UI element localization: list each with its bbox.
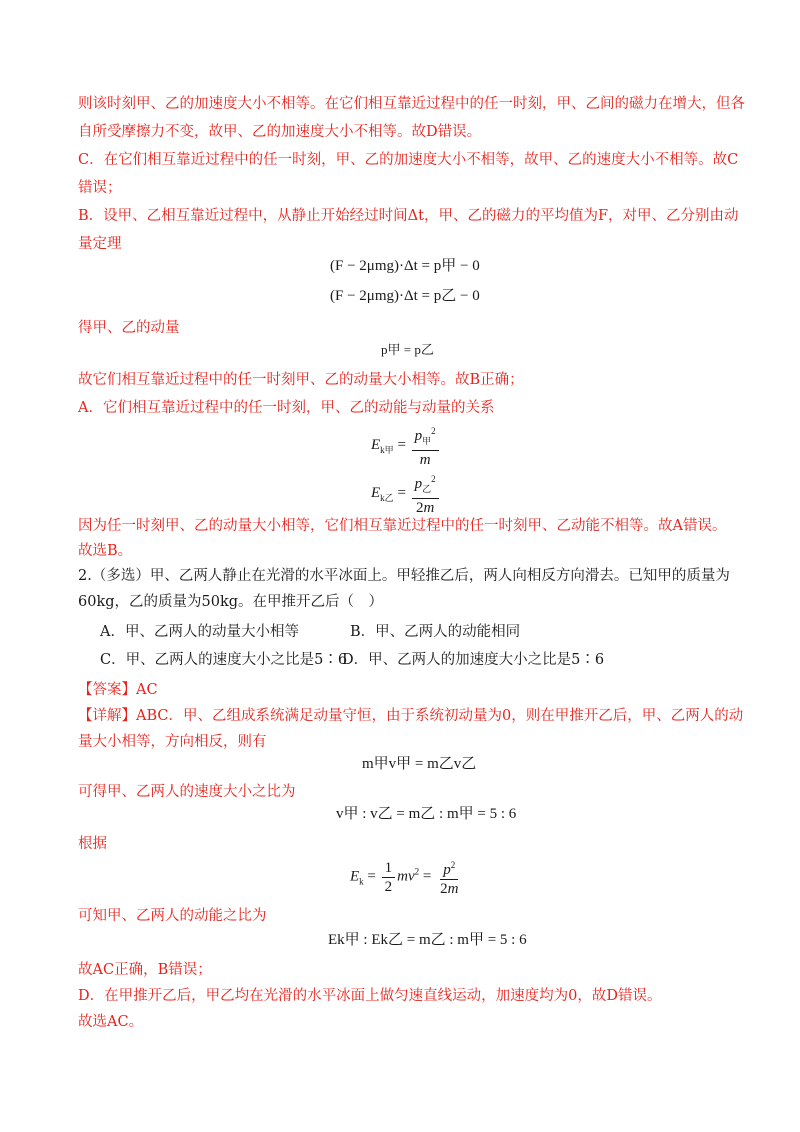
equation-momentum-jia: (F − 2μmg)·Δt = p甲 − 0 (330, 258, 480, 274)
text-line: 故它们相互靠近过程中的任一时刻甲、乙的动量大小相等。故B正确； (78, 372, 524, 388)
text-line: B．设甲、乙相互靠近过程中，从静止开始经过时间Δt，甲、乙的磁力的平均值为F，对甲、乙分别由动 (78, 208, 739, 224)
detail-line: 量大小相等，方向相反，则有 (78, 734, 267, 750)
detail-line: 可得甲、乙两人的速度大小之比为 (78, 784, 296, 800)
equation-momentum-yi: (F − 2μmg)·Δt = p乙 − 0 (330, 288, 480, 304)
text-line: 错误； (78, 180, 122, 196)
detail-line: 可知甲、乙两人的动能之比为 (78, 908, 267, 924)
detail-line: 根据 (78, 836, 107, 852)
answer-label: 【答案】AC (78, 682, 158, 698)
equation-kinetic-energy: $E_k$ = $\frac{1}{2}$ $mv^2$ = $\frac{p^2}{2m}$ (350, 856, 463, 898)
detail-line: D．在甲推开乙后，甲乙均在光滑的水平冰面上做匀速直线运动，加速度均为0，故D错误。 (78, 988, 662, 1004)
text-line: 得甲、乙的动量 (78, 320, 180, 336)
equation-ek-yi: $E_{k乙}$ = $\frac{p_乙^2}{2m}$ (371, 470, 441, 517)
question-stem: 2.（多选）甲、乙两人静止在光滑的水平冰面上。甲轻推乙后，两人向相反方向滑去。已知甲的质量为 (78, 568, 730, 584)
equation-ek-ratio: Ek甲 : Ek乙 = m乙 : m甲 = 5 : 6 (328, 932, 527, 948)
detail-line: 【详解】ABC．甲、乙组成系统满足动量守恒，由于系统初动量为0，则在甲推开乙后，甲、乙两人的动 (78, 708, 744, 724)
text-line: 则该时刻甲、乙的加速度大小不相等。在它们相互靠近过程中的任一时刻，甲、乙间的磁力在增大，但各 (78, 96, 745, 112)
equation-velocity-ratio: v甲 : v乙 = m乙 : m甲 = 5 : 6 (336, 806, 517, 822)
text-line: 故选B。 (78, 543, 133, 559)
detail-line: 故选AC。 (78, 1014, 144, 1030)
option-a: A．甲、乙两人的动量大小相等 (100, 624, 299, 640)
equation-equal-momentum: p甲 = p乙 (381, 342, 434, 357)
question-stem: 60kg，乙的质量为50kg。在甲推开乙后（ ） (78, 594, 384, 610)
text-line: 量定理 (78, 236, 122, 252)
text-line: A．它们相互靠近过程中的任一时刻，甲、乙的动能与动量的关系 (78, 400, 495, 416)
text-line: 自所受摩擦力不变，故甲、乙的加速度大小不相等。故D错误。 (78, 124, 482, 140)
equation-ek-jia: $E_{k甲}$ = $\frac{p_甲^2}{m}$ (371, 422, 441, 469)
option-d: D．甲、乙两人的加速度大小之比是5∶6 (342, 652, 605, 668)
text-line: 因为任一时刻甲、乙的动量大小相等，它们相互靠近过程中的任一时刻甲、乙动能不相等。故A错误。 (78, 518, 727, 534)
text-line: C．在它们相互靠近过程中的任一时刻，甲、乙的加速度大小不相等，故甲、乙的速度大小不相等。故C (78, 152, 739, 168)
option-c: C．甲、乙两人的速度大小之比是5∶6 (100, 652, 348, 668)
equation-conservation: m甲v甲 = m乙v乙 (362, 756, 477, 772)
option-b: B．甲、乙两人的动能相同 (350, 624, 521, 640)
detail-line: 故AC正确，B错误； (78, 962, 212, 978)
